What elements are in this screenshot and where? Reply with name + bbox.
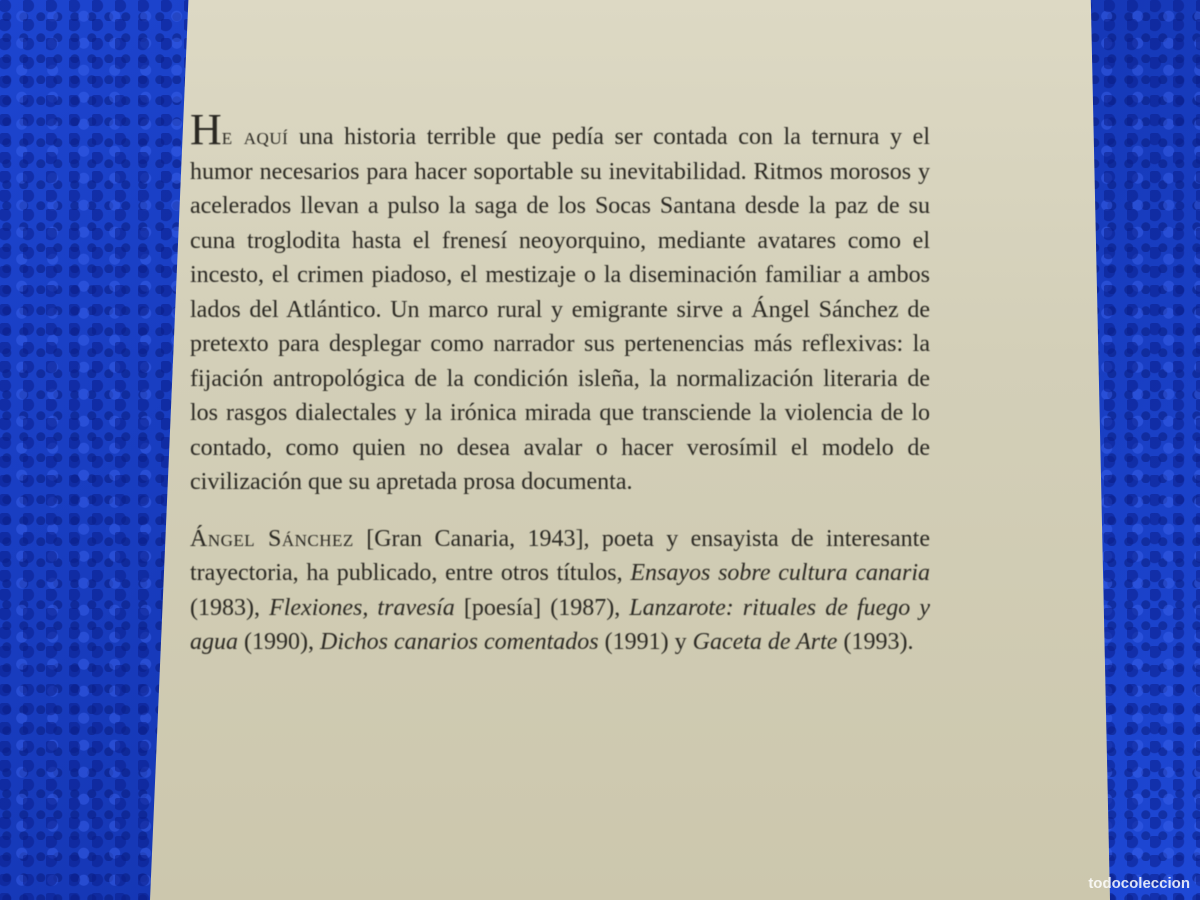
blurb-text: una historia terrible que pedía ser contada con la ternura y el humor necesarios para hacer soportable su inevitabilidad. Ritmos morosos y acelerados llevan a pulso la saga de los Socas Santana desde la paz de su cuna troglodita hasta el frenesí neoyorquino, mediante avatares como el incesto, el crimen piadoso, el mestizaje o la diseminación familiar a ambos lados del Atlántico. Un marco rural y emigrante sirve a Ángel Sánchez de pretexto para desplegar como narrador sus pertenencias más reflexivas: la fijación antropológica de la condición isleña, la normalización literaria de los rasgos dialectales y la irónica mirada que transciende la violencia de lo contado, como quien no desea avalar o hacer verosímil el modelo de civilización que su apretada prosa documenta. bbox=[190, 124, 930, 495]
book-title: Dichos canarios comentados bbox=[319, 629, 599, 655]
book-title: Gaceta de Arte bbox=[692, 629, 838, 655]
first-word-rest: e aquí bbox=[221, 124, 289, 150]
bio-text: [Gran Canaria, 1943], poeta y ensayista de interesante trayectoria, ha publicado, entre otros títulos, bbox=[190, 525, 930, 586]
bio-text: [poesía] (1987), bbox=[454, 594, 630, 621]
author-name: Ángel Sánchez bbox=[190, 525, 354, 552]
bio-text: (1983), bbox=[190, 594, 270, 621]
drop-cap: H bbox=[190, 105, 222, 154]
bio-text: (1991) y bbox=[598, 629, 693, 655]
bio-text: (1993). bbox=[837, 629, 914, 655]
blurb-paragraph bbox=[190, 105, 930, 500]
book-title: Lanzarote: rituales de fuego y agua bbox=[190, 594, 930, 655]
book-title: Ensayos sobre cultura canaria bbox=[630, 560, 931, 586]
book-title: Flexiones, travesía bbox=[269, 594, 455, 621]
author-bio-paragraph bbox=[190, 522, 930, 660]
watermark: todocoleccion bbox=[1088, 875, 1190, 892]
back-cover-text bbox=[190, 105, 931, 660]
bio-text: (1990), bbox=[238, 629, 320, 655]
